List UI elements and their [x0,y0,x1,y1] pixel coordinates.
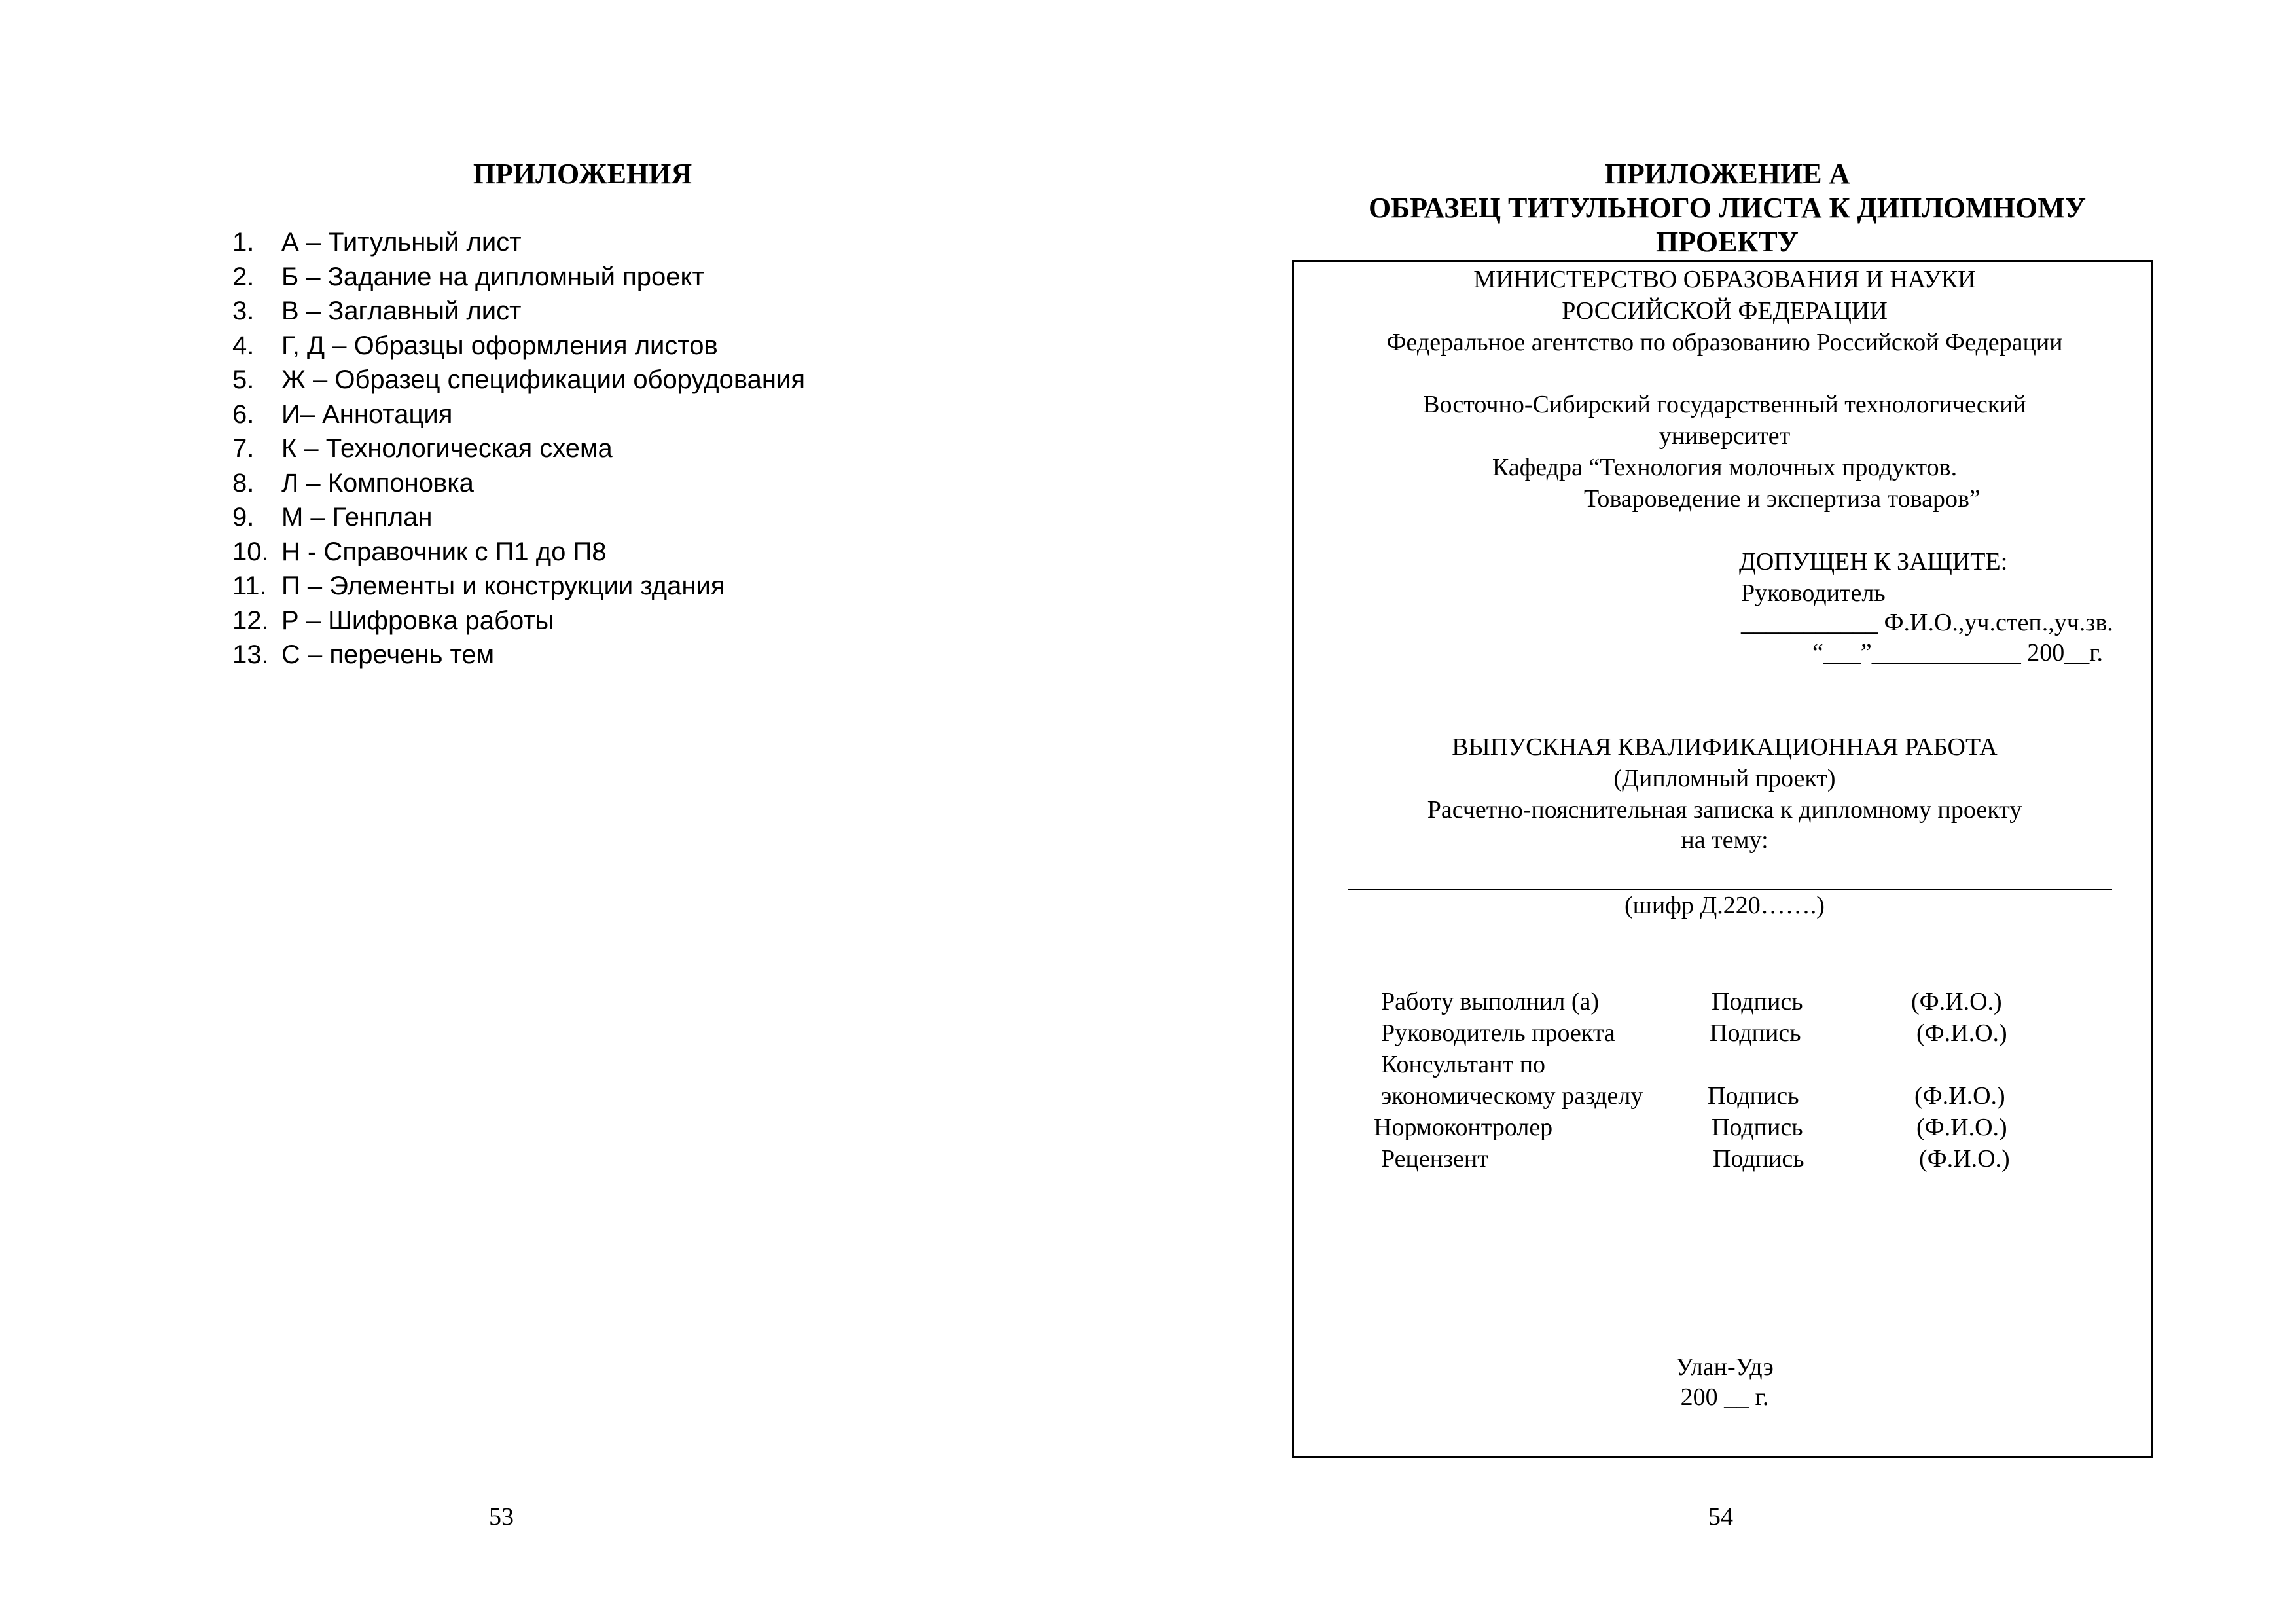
list-item-number: 1. [232,228,255,257]
signature-name: (Ф.И.О.) [1916,1114,2007,1141]
list-item-text: Р – Шифровка работы [281,606,554,635]
title-page-sample-frame [1292,260,2153,1458]
list-item-number: 13. [232,640,269,669]
signature-label: Подпись [1710,1019,1801,1047]
list-item-number: 10. [232,537,269,566]
list-item-text: П – Элементы и конструкции здания [281,572,725,600]
list-item-text: М – Генплан [281,503,433,532]
list-item-text: Ж – Образец спецификации оборудования [281,365,805,394]
signature-name: (Ф.И.О.) [1916,1019,2007,1047]
signature-role: Руководитель проекта [1381,1019,1615,1047]
agency-line: Федеральное агентство по образованию Российской Федерации [1386,329,2063,356]
list-item [232,431,805,466]
list-item [232,294,805,329]
ministry-line-1: МИНИСТЕРСТВО ОБРАЗОВАНИЯ И НАУКИ [1473,266,1976,293]
list-item [232,500,805,535]
date-line: “___”____________ 200__г. [1812,639,2104,666]
list-item-text: Б – Задание на дипломный проект [281,262,704,291]
page-number-right: 54 [1708,1503,1733,1531]
note-line-2: на тему: [1681,826,1768,854]
list-item [232,329,805,363]
city: Улан-Удэ [1676,1353,1774,1381]
list-item-text: В – Заглавный лист [281,297,522,325]
year: 200 __ г. [1680,1383,1769,1411]
list-item [232,638,805,672]
work-title: ВЫПУСКНАЯ КВАЛИФИКАЦИОННАЯ РАБОТА [1452,733,1998,761]
list-item [232,260,805,295]
list-item-number: 12. [232,606,269,635]
signature-name: (Ф.И.О.) [1919,1145,2010,1173]
signature-role: Работу выполнил (а) [1381,988,1600,1015]
appendix-list [232,225,805,672]
university-line-2: университет [1659,422,1791,450]
appendices-title: ПРИЛОЖЕНИЯ [473,158,692,190]
list-item [232,604,805,638]
list-item [232,466,805,501]
list-item-text: К – Технологическая схема [281,434,613,463]
list-item-number: 9. [232,503,255,532]
signature-role: Рецензент [1381,1145,1488,1173]
list-item-text: А – Титульный лист [281,228,522,257]
signature-label: Подпись [1712,988,1803,1015]
list-item [232,397,805,432]
list-item-number: 7. [232,434,255,463]
list-item-text: И– Аннотация [281,399,453,429]
work-subtitle: (Дипломный проект) [1613,765,1836,792]
signature-label: Подпись [1712,1114,1803,1141]
supervisor-signature-line: ___________ Ф.И.О.,уч.степ.,уч.зв. [1741,609,2113,636]
list-item-number: 5. [232,365,255,394]
list-item-number: 8. [232,468,255,498]
list-item-number: 3. [232,297,255,325]
university-line-1: Восточно-Сибирский государственный технологический [1423,391,2026,418]
note-line-1: Расчетно-пояснительная записка к дипломному проекту [1427,796,2022,824]
ministry-line-2: РОССИЙСКОЙ ФЕДЕРАЦИИ [1562,297,1888,325]
admitted-label: ДОПУЩЕН К ЗАЩИТЕ: [1739,548,2008,575]
list-item-text: С – перечень тем [281,640,495,669]
signature-label: Подпись [1713,1145,1804,1173]
list-item [232,225,805,260]
cipher-line: (шифр Д.220…….) [1624,892,1825,919]
department-line-1: Кафедра “Технология молочных продуктов. [1492,454,1958,481]
list-item [232,569,805,604]
signature-name: (Ф.И.О.) [1914,1082,2005,1110]
list-item-text: Н - Справочник с П1 до П8 [281,537,607,566]
list-item-number: 2. [232,262,255,291]
signature-role: Нормоконтролер [1374,1114,1553,1141]
list-item [232,363,805,397]
signature-name: (Ф.И.О.) [1911,988,2002,1015]
appendix-a-subtitle-cont: ПРОЕКТУ [1656,226,1799,258]
signature-role: экономическому разделу [1381,1082,1643,1110]
list-item [232,535,805,570]
right-page [1148,0,2296,1623]
signature-label: Подпись [1708,1082,1799,1110]
department-line-2: Товароведение и экспертиза товаров” [1584,485,1981,513]
list-item-text: Г, Д – Образцы оформления листов [281,331,718,360]
list-item-text: Л – Компоновка [281,468,474,498]
supervisor-label: Руководитель [1741,579,1886,607]
appendix-a-title: ПРИЛОЖЕНИЕ А [1604,158,1850,190]
list-item-number: 6. [232,399,255,429]
list-item-number: 4. [232,331,255,360]
page-number-left: 53 [489,1503,514,1531]
list-item-number: 11. [232,572,267,600]
signature-role: Консультант по [1381,1051,1546,1078]
appendix-a-subtitle: ОБРАЗЕЦ ТИТУЛЬНОГО ЛИСТА К ДИПЛОМНОМУ [1368,192,2087,224]
